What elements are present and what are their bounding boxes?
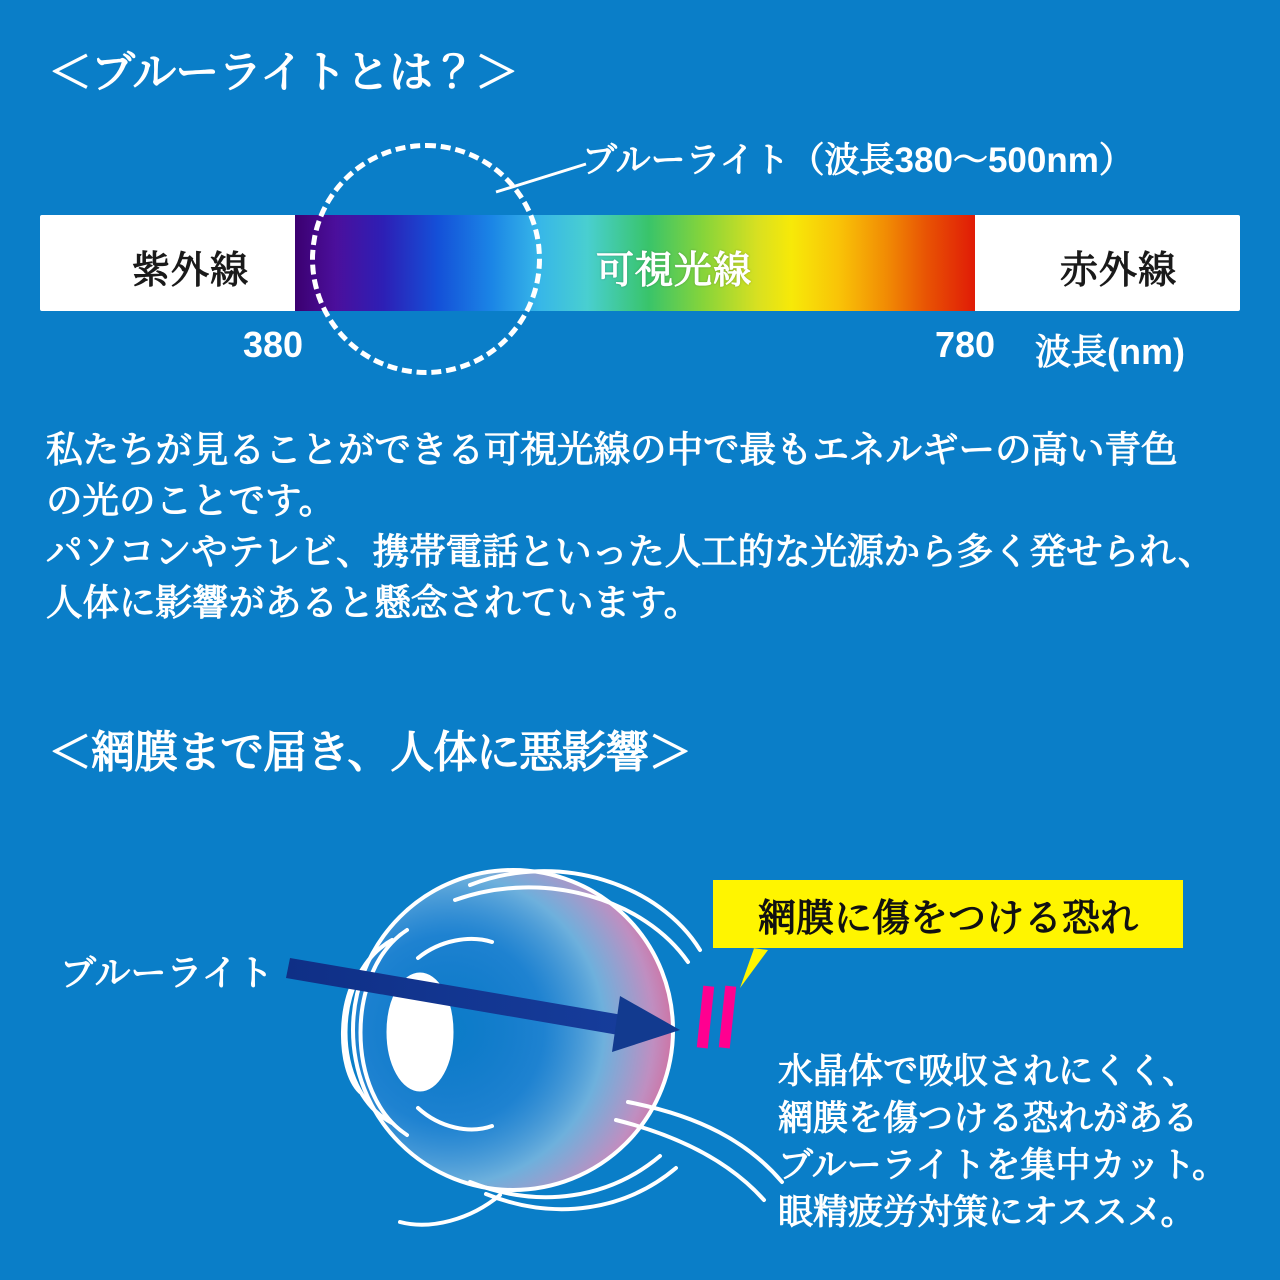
- spectrum-bar: [40, 215, 1240, 311]
- callout-leader-line: [492, 160, 588, 194]
- spectrum-label-visible: 可視光線: [596, 250, 753, 292]
- warning-badge: [713, 880, 1183, 948]
- paragraph-line: パソコンやテレビ、携帯電話といった人工的な光源から多く発せられ、: [46, 531, 1215, 572]
- section-2-heading: ＜網膜まで届き、人体に悪影響＞: [48, 728, 692, 777]
- spectrum-value-780: 780: [935, 324, 996, 365]
- spectrum-label-infrared: 赤外線: [1060, 250, 1178, 292]
- retina-damage-marks: [697, 986, 736, 1049]
- bluelight-callout-label: ブルーライト（波長380〜500nm）: [582, 141, 1134, 180]
- paragraph-line: の光のことです。: [46, 480, 336, 521]
- bluelight-arrow-label: ブルーライト: [60, 952, 274, 993]
- warning-badge-label: 網膜に傷をつける恐れ: [757, 897, 1138, 940]
- description-line: 眼精疲労対策にオススメ。: [778, 1193, 1196, 1232]
- paragraph-line: 私たちが見ることができる可視光線の中で最もエネルギーの高い青色: [46, 429, 1178, 470]
- description-line: 水晶体で吸収されにくく、: [778, 1052, 1198, 1091]
- section-2-description: [778, 1048, 1227, 1236]
- spectrum-value-380: 380: [243, 324, 304, 365]
- section-1-heading: ＜ブルーライトとは？＞: [48, 48, 518, 97]
- description-line: ブルーライトを集中カット。: [778, 1146, 1228, 1185]
- description-line: 網膜を傷つける恐れがある: [778, 1099, 1199, 1138]
- section-1-paragraph: [46, 424, 1246, 628]
- spectrum-axis-unit: 波長(nm): [1035, 331, 1185, 372]
- paragraph-line: 人体に影響があると懸念されています。: [46, 582, 701, 623]
- spectrum-label-uv: 紫外線: [132, 250, 250, 292]
